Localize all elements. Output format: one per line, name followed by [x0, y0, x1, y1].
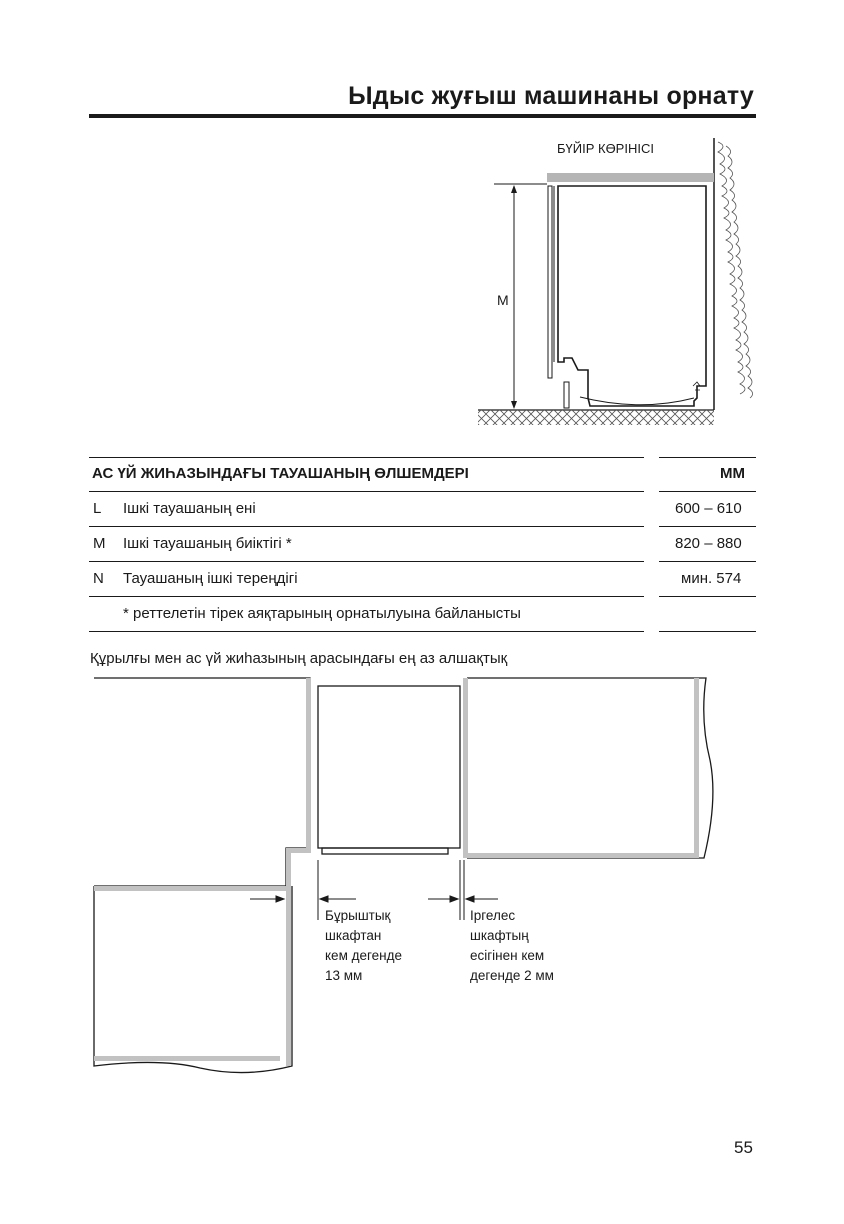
table-top-rule [89, 457, 644, 458]
table-row-rule [89, 561, 644, 562]
corner-panel-side [286, 848, 291, 1066]
table-row-rule-unit [659, 561, 756, 562]
table-bottom-rule-unit [659, 631, 756, 632]
corner-cabinet-lower [94, 886, 292, 1073]
door-clearance-label-line2: шкафтың [470, 928, 529, 943]
row-label: Ішкі тауашаның ені [123, 500, 256, 517]
corner-clearance-label-line2: шкафтан [325, 928, 382, 943]
row-value: 820 – 880 [675, 535, 742, 552]
plan-view-diagram [90, 672, 730, 1082]
table-top-rule-unit [659, 457, 756, 458]
dishwasher-door-edge [322, 848, 448, 854]
door-clearance-label-line1: Іргелес [470, 908, 516, 923]
row-label: Ішкі тауашаның биіктігі * [123, 535, 292, 552]
table-header-rule [89, 491, 644, 492]
title-rule [89, 114, 756, 118]
table-row-rule [89, 596, 644, 597]
page-title: Ыдыс жуғыш машинаны орнату [348, 82, 754, 110]
dimension-m-label: M [497, 292, 509, 308]
row-code: N [93, 570, 104, 587]
corner-cabinet-upper [94, 678, 310, 886]
plinth [564, 382, 569, 408]
corner-clearance-label-line4: 13 мм [325, 968, 363, 983]
side-panel-left [306, 678, 311, 848]
table-header-rule-unit [659, 491, 756, 492]
side-view-title: БҮЙІР КӨРІНІСІ [557, 141, 654, 156]
corner-clearance-label-line1: Бұрыштық [325, 908, 391, 923]
arrow-right-icon [276, 896, 284, 902]
table-bottom-rule [89, 631, 644, 632]
door-clearance-label-line3: есігінен кем [470, 948, 545, 963]
floor-hatch [478, 410, 714, 425]
side-view-diagram [470, 130, 760, 430]
adjacent-cabinet [467, 678, 713, 858]
table-row-rule [89, 526, 644, 527]
door-panel [548, 186, 552, 378]
corner-cabinet-divider [94, 886, 286, 891]
base-curve [580, 397, 694, 405]
clearance-caption: Құрылғы мен ас үй жиһазының арасындағы ең аз алшақтық [90, 650, 508, 667]
row-code: M [93, 535, 106, 552]
arrow-up-icon [511, 185, 517, 193]
table-title: АС ҮЙ ЖИҺАЗЫНДАҒЫ ТАУАШАНЫҢ ӨЛШЕМДЕРІ [92, 465, 469, 482]
row-value: 600 – 610 [675, 500, 742, 517]
adjacent-cabinet-end-panel [694, 678, 699, 856]
table-row-rule-unit [659, 596, 756, 597]
dishwasher-top-view [318, 686, 460, 848]
corner-clearance-label-line3: кем дегенде [325, 948, 402, 963]
table-row-rule-unit [659, 526, 756, 527]
table-footnote: * реттелетін тірек аяқтарының орнатылуына байланысты [123, 605, 521, 622]
arrow-left-icon [466, 896, 474, 902]
row-label: Тауашаның ішкі тереңдігі [123, 570, 298, 587]
arrow-left-icon [320, 896, 328, 902]
arrow-right-icon [450, 896, 458, 902]
side-panel-right [463, 678, 468, 858]
row-code: L [93, 500, 102, 517]
table-unit-header: ММ [720, 465, 745, 482]
corner-cabinet-bottom-panel [94, 1056, 280, 1061]
row-value: мин. 574 [681, 570, 742, 587]
page-number: 55 [734, 1138, 753, 1157]
countertop [547, 173, 714, 182]
wall-texture [718, 142, 753, 398]
door-clearance-label-line4: дегенде 2 мм [470, 968, 554, 983]
arrow-down-icon [511, 401, 517, 409]
dishwasher-body [558, 186, 706, 406]
adjacent-door-panel [463, 853, 699, 858]
